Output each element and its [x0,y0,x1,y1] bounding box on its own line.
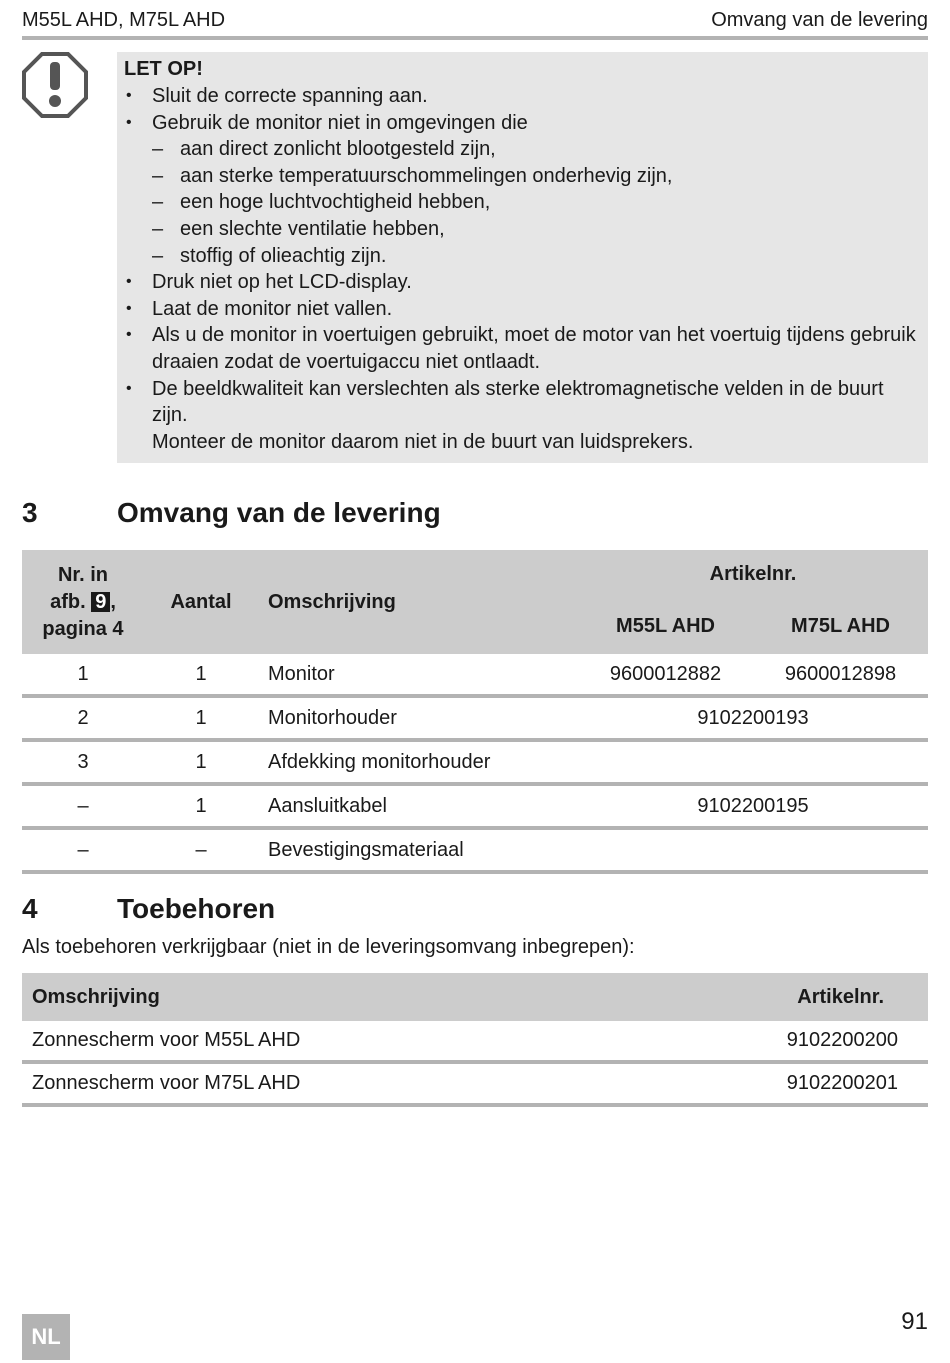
table-row: 1 1 Monitor 9600012882 9600012898 [22,654,928,696]
table-row: – – Bevestigingsmateriaal [22,828,928,872]
list-item: • Gebruik de monitor niet in omgevingen die [124,110,920,137]
page-number: 91 [901,1308,928,1335]
col-header-artikelnr: Artikelnr. [622,973,928,1021]
col-header-artikelnr: Artikelnr. [578,550,928,598]
col-header-omschrijving: Omschrijving [22,973,622,1021]
col-header-m75: M75L AHD [753,598,928,654]
list-item: – aan sterke temperatuurschommelingen onderhevig zijn, [124,163,920,190]
table-row: Zonnescherm voor M75L AHD 9102200201 [22,1062,928,1105]
header-section: Omvang van de levering [711,9,928,31]
col-header-m55: M55L AHD [578,598,753,654]
exclamation-octagon-icon [22,52,88,118]
table-row: Zonnescherm voor M55L AHD 9102200200 [22,1021,928,1062]
notice-box [117,52,928,463]
language-badge: NL [22,1314,70,1360]
notice-title: LET OP! [124,58,203,80]
page-header [22,6,928,40]
col-header-omschrijving: Omschrijving [258,550,578,654]
list-item: • De beeldkwaliteit kan verslechten als sterke elektromagnetische velden in de buurt zijn. [124,376,920,429]
table-row: – 1 Aansluitkabel 9102200195 [22,784,928,828]
list-item: – stoffig of olieachtig zijn. [124,243,920,270]
table-header-row [22,550,928,598]
col-header-aantal: Aantal [144,550,258,654]
list-item: • Als u de monitor in voertuigen gebruikt, moet de motor van het voertuig tijdens gebruik draaien zodat de voertuigaccu niet ontlaadt. [124,322,920,375]
delivery-table [22,550,928,874]
list-item: – aan direct zonlicht blootgesteld zijn, [124,136,920,163]
list-item: – een slechte ventilatie hebben, [124,216,920,243]
accessories-table [22,973,928,1107]
notice-list [124,83,920,455]
list-item: – een hoge luchtvochtigheid hebben, [124,189,920,216]
section-number: 4 [22,893,38,924]
list-item: • Sluit de correcte spanning aan. [124,83,920,110]
accessories-intro: Als toebehoren verkrijgbaar (niet in de leveringsomvang inbegrepen): [22,936,635,958]
table-row: 2 1 Monitorhouder 9102200193 [22,696,928,740]
figure-ref-badge: 9 [91,592,110,612]
list-item: Monteer de monitor daarom niet in de buurt van luidsprekers. [152,430,694,453]
section-number: 3 [22,497,38,528]
table-row: 3 1 Afdekking monitorhouder [22,740,928,784]
header-product: M55L AHD, M75L AHD [22,9,226,31]
section-title: Toebehoren [117,893,276,924]
table-header-row [22,973,928,1021]
section-title: Omvang van de levering [117,497,441,528]
col-header-nr: Nr. in afb. 9 , pagina 4 [22,550,144,654]
list-item: • Laat de monitor niet vallen. [124,296,920,323]
list-item: • Druk niet op het LCD-display. [124,269,920,296]
